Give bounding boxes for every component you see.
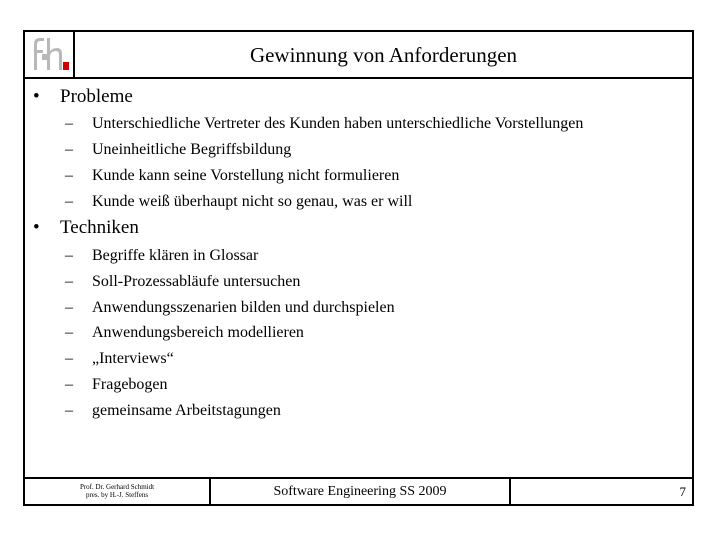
dash-icon: – [65,376,73,393]
dash-icon: – [65,299,73,316]
footer-course: Software Engineering SS 2009 [211,479,511,504]
bullet-label: Techniken [60,217,139,238]
page-number: 7 [679,484,686,499]
dash-icon: – [65,141,73,158]
page-title: Gewinnung von Anforderungen [249,43,518,67]
slide-footer [25,477,692,504]
footer-author: Prof. Dr. Gerhard Schmidt pres. by H.-J. Steffens [25,479,211,504]
fh-logo-icon [25,32,75,77]
dash-icon: – [65,193,73,210]
dash-icon: – [65,324,73,341]
dash-icon: – [65,273,73,290]
dash-icon: – [65,402,73,419]
dash-icon: – [65,167,73,184]
bullet-dot-icon: • [33,217,40,238]
dash-icon: – [65,350,73,367]
slide-frame: Gewinnung von Anforderungen • Probleme – Unterschiedliche Vertreter des Kunden haben unterschiedliche Vorstellungen – Uneinheitliche Begriffsbildung – Kunde kann seine Vorstellung nicht formulieren – Kunde weiß überhaupt nicht so genau, was er will • Techniken – Begriffe klären in Glossar – Soll-Prozessabläufe untersuchen – Anwendungsszenarien bilden und durchspielen – Anwendungsbereich modellieren – „Interviews“ – Fragebogen – gemeinsame Arbeitstagungen Prof. Dr. Gerhard Schmidt pres. by H.-J. Steffens Software Engineering SS 2009 7 [23,30,694,506]
bullet-dot-icon: • [33,86,40,107]
dash-icon: – [65,115,73,132]
bullet-label: Probleme [60,86,133,107]
slide-header [25,32,692,79]
dash-icon: – [65,247,73,264]
